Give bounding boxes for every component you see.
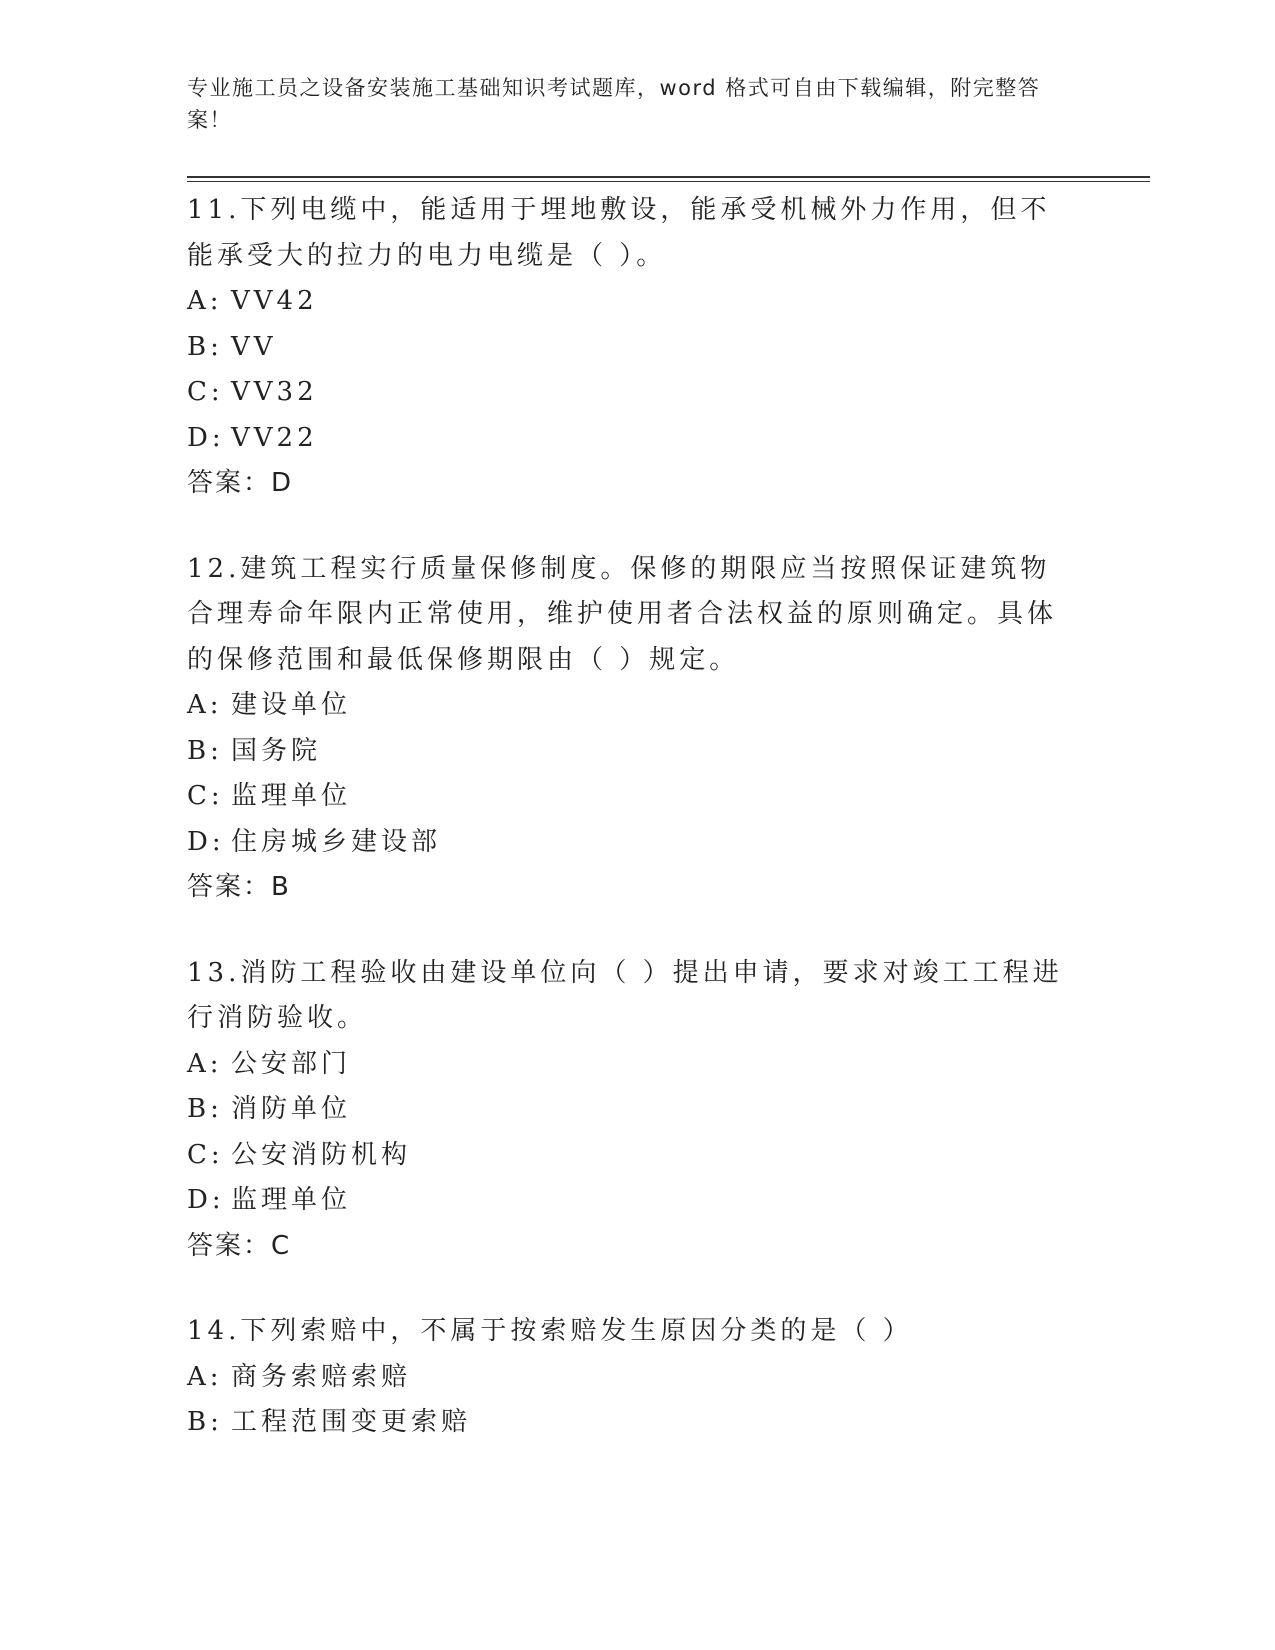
option-letter: D:	[187, 422, 225, 453]
option-letter: B:	[187, 1407, 223, 1437]
option-text: 国务院	[231, 735, 322, 766]
question-text: 12.建筑工程实行质量保修制度。保修的期限应当按照保证建筑物合理寿命年限内正常使用，维护使用者合法权益的原则确定。具体的保修范围和最低保修期限由（ ）规定。	[187, 553, 1058, 675]
option-text: 监理单位	[231, 1185, 352, 1215]
option-text: 监理单位	[231, 781, 352, 811]
option-letter: C:	[187, 1139, 224, 1170]
option-a	[187, 683, 1087, 729]
option-d	[187, 416, 1087, 462]
option-text: 消防单位	[231, 1094, 352, 1124]
option-letter: A:	[187, 286, 223, 316]
answer-line: 答案：D	[187, 468, 294, 498]
option-letter: D:	[187, 1185, 225, 1215]
option-text: 建设单位	[231, 690, 352, 720]
option-b	[187, 325, 1087, 371]
option-letter: C:	[187, 377, 224, 407]
question-14	[187, 1309, 1087, 1446]
option-a	[187, 1355, 1087, 1401]
question-13	[187, 951, 1087, 1270]
option-a	[187, 1042, 1087, 1088]
header-divider-thick	[187, 176, 1150, 178]
header-divider-thin	[187, 181, 1150, 182]
option-text: VV	[231, 331, 277, 362]
document-header: 专业施工员之设备安装施工基础知识考试题库，word 格式可自由下载编辑，附完整答案！	[187, 76, 1041, 132]
option-d	[187, 1178, 1087, 1224]
question-text: 13.消防工程验收由建设单位向（ ）提出申请，要求对竣工工程进行消防验收。	[187, 957, 1063, 1033]
option-letter: A:	[187, 690, 223, 720]
question-list	[187, 188, 1087, 1486]
option-b	[187, 1400, 1087, 1446]
option-letter: A:	[187, 1048, 223, 1079]
option-text: VV22	[231, 422, 318, 453]
answer-line: 答案：B	[187, 872, 291, 902]
option-c	[187, 370, 1087, 416]
option-letter: B:	[187, 331, 223, 362]
question-11	[187, 188, 1087, 507]
option-text: VV42	[231, 286, 318, 316]
option-d	[187, 820, 1087, 866]
option-c	[187, 1133, 1087, 1179]
option-text: 公安消防机构	[231, 1139, 412, 1170]
option-letter: D:	[187, 826, 225, 857]
option-text: 公安部门	[231, 1048, 352, 1079]
option-b	[187, 729, 1087, 775]
option-c	[187, 774, 1087, 820]
option-letter: B:	[187, 735, 223, 766]
answer-line: 答案：C	[187, 1230, 292, 1261]
option-a	[187, 279, 1087, 325]
option-text: 商务索赔索赔	[231, 1361, 412, 1392]
option-text: 工程范围变更索赔	[231, 1407, 472, 1437]
option-letter: C:	[187, 781, 224, 811]
option-letter: A:	[187, 1361, 223, 1392]
option-letter: B:	[187, 1094, 223, 1124]
question-text: 14.下列索赔中，不属于按索赔发生原因分类的是（ ）	[187, 1316, 913, 1346]
option-text: 住房城乡建设部	[231, 826, 442, 857]
question-12	[187, 547, 1087, 911]
option-text: VV32	[231, 377, 318, 407]
option-b	[187, 1087, 1087, 1133]
question-text: 11.下列电缆中，能适用于埋地敷设，能承受机械外力作用，但不能承受大的拉力的电力电缆是（ ）。	[187, 195, 1051, 271]
